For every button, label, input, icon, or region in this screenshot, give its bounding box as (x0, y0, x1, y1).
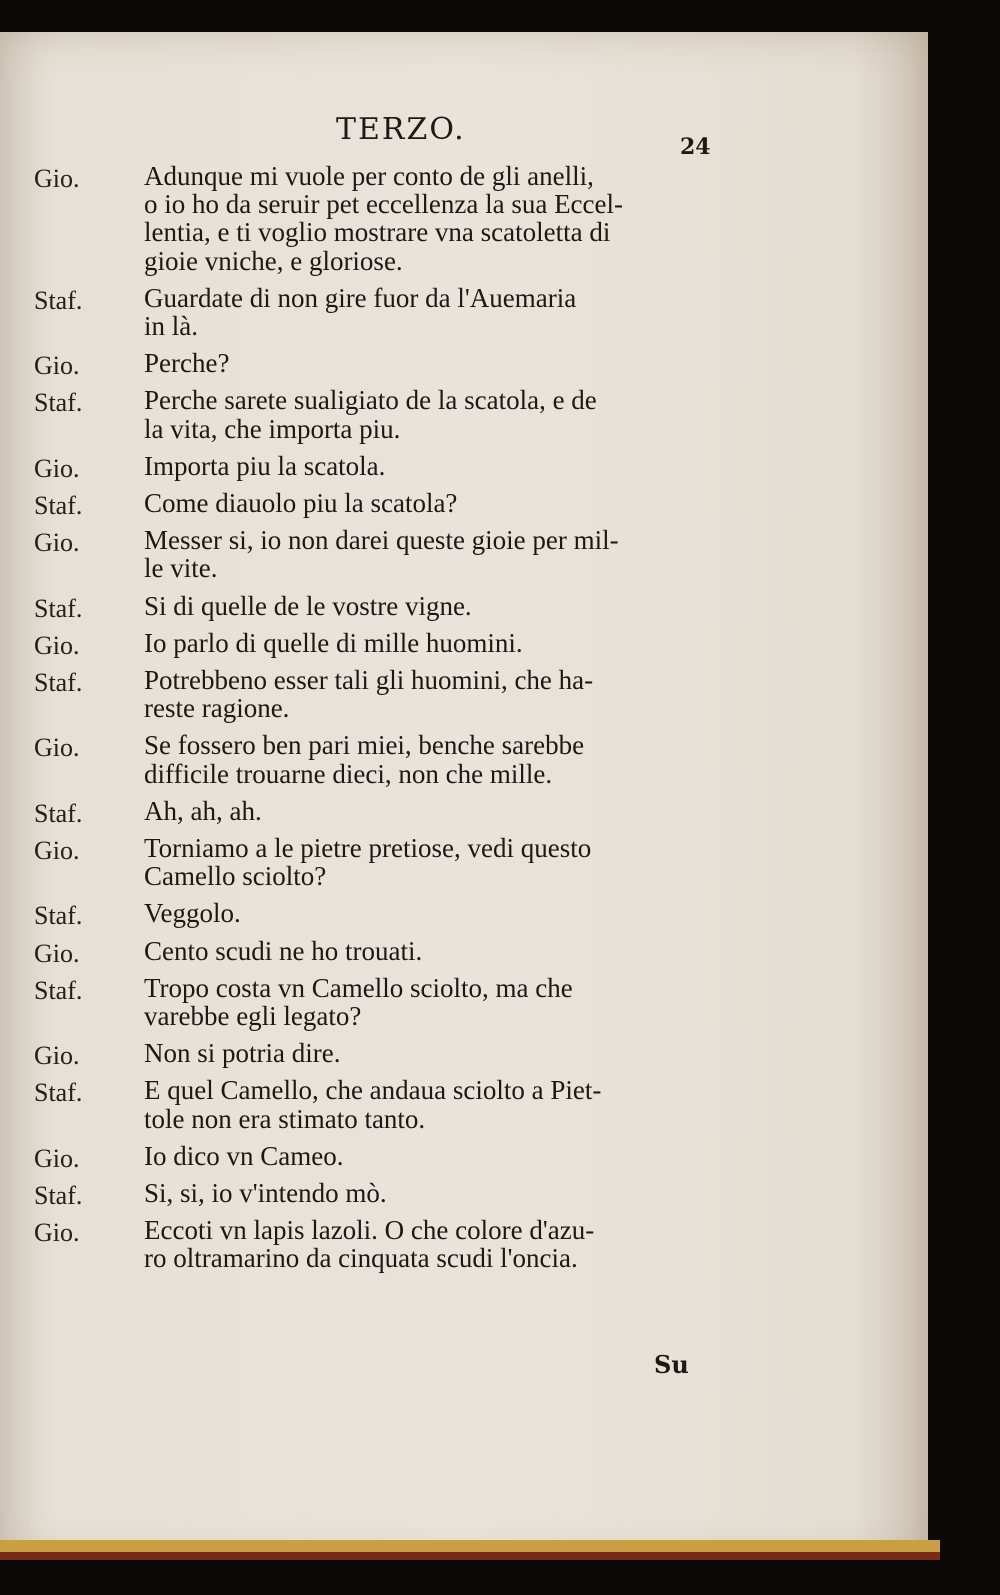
speech-line: reste ragione. (144, 693, 290, 724)
speech-line: lentia, e ti voglio mostrare vna scatoletta di (144, 217, 611, 248)
page-number: 24 (680, 134, 711, 160)
speech-line: Come diauolo piu la scatola? (144, 488, 458, 518)
speech-line: o io ho da seruir pet eccellenza la sua Eccel- (144, 189, 623, 220)
speech-line: Torniamo a le pietre pretiose, vedi questo (144, 833, 592, 863)
speech-line: in là. (144, 311, 198, 341)
page-edge (0, 1540, 940, 1552)
speaker-label: Gio. (34, 733, 80, 763)
speaker-label: Staf. (34, 798, 83, 828)
speech-line: Tropo costa vn Camello sciolto, ma che (144, 972, 573, 1003)
speaker-label: Gio. (34, 1041, 80, 1071)
speech-line: Io dico vn Cameo. (144, 1140, 344, 1171)
speaker-label: Staf. (34, 901, 83, 931)
speech-line: gioie vniche, e gloriose. (144, 245, 403, 276)
speaker-label: Staf. (34, 388, 83, 418)
speech-line: Io parlo di quelle di mille huomini. (144, 627, 523, 658)
catchword: Su (654, 1350, 689, 1379)
speech-line: Ah, ah, ah. (144, 795, 262, 826)
speech-line: Se fossero ben pari miei, benche sarebbe (144, 730, 585, 761)
speech-line: ro oltramarino da cinquata scudi l'oncia. (144, 1243, 578, 1274)
speech-line: Perche? (144, 348, 230, 379)
speech-line: Guardate di non gire fuor da l'Auemaria (144, 282, 577, 313)
speech-line: E quel Camello, che andaua sciolto a Piet- (144, 1075, 602, 1106)
speech-line: la vita, che importa piu. (144, 413, 401, 444)
speech-line: Perche sarete sualigiato de la scatola, e de (144, 385, 597, 416)
speech-line: Non si potria dire. (144, 1038, 341, 1069)
speaker-label: Staf. (34, 285, 83, 315)
speech-line: Potrebbeno esser tali gli huomini, che ha- (144, 665, 594, 695)
speaker-label: Gio. (34, 630, 80, 660)
speaker-label: Staf. (34, 975, 83, 1005)
speaker-label: Staf. (34, 1078, 83, 1108)
running-head: TERZO. (336, 112, 466, 147)
speech-line: Veggolo. (144, 898, 241, 929)
speech-line: Importa piu la scatola. (144, 450, 386, 481)
speaker-label: Gio. (34, 528, 80, 558)
speaker-label: Gio. (34, 938, 80, 968)
speech-line: varebbe egli legato? (144, 1001, 362, 1031)
page-edge-dark (0, 1552, 940, 1560)
speech-line: Adunque mi vuole per conto de gli anelli, (144, 161, 594, 191)
speaker-label: Staf. (34, 491, 83, 520)
speech-line: Si di quelle de le vostre vigne. (144, 590, 472, 621)
speaker-label: Gio. (34, 1143, 80, 1173)
speaker-label: Gio. (34, 836, 80, 865)
speaker-label: Gio. (34, 351, 80, 381)
speech-line: Si, si, io v'intendo mò. (144, 1178, 387, 1208)
speaker-label: Gio. (34, 164, 80, 193)
speech-line: Camello sciolto? (144, 861, 327, 892)
speaker-label: Staf. (34, 593, 83, 623)
speaker-label: Gio. (34, 1218, 80, 1248)
speech-line: difficile trouarne dieci, non che mille. (144, 758, 553, 789)
speaker-label: Gio. (34, 453, 80, 483)
speech-line: le vite. (144, 553, 218, 584)
speech-line: tole non era stimato tanto. (144, 1103, 426, 1134)
speech-line: Messer si, io non darei queste gioie per mil- (144, 525, 619, 556)
speech-line: Cento scudi ne ho trouati. (144, 935, 423, 966)
speaker-label: Staf. (34, 668, 83, 697)
speech-line: Eccoti vn lapis lazoli. O che colore d'azu- (144, 1215, 595, 1246)
speaker-label: Staf. (34, 1181, 83, 1210)
